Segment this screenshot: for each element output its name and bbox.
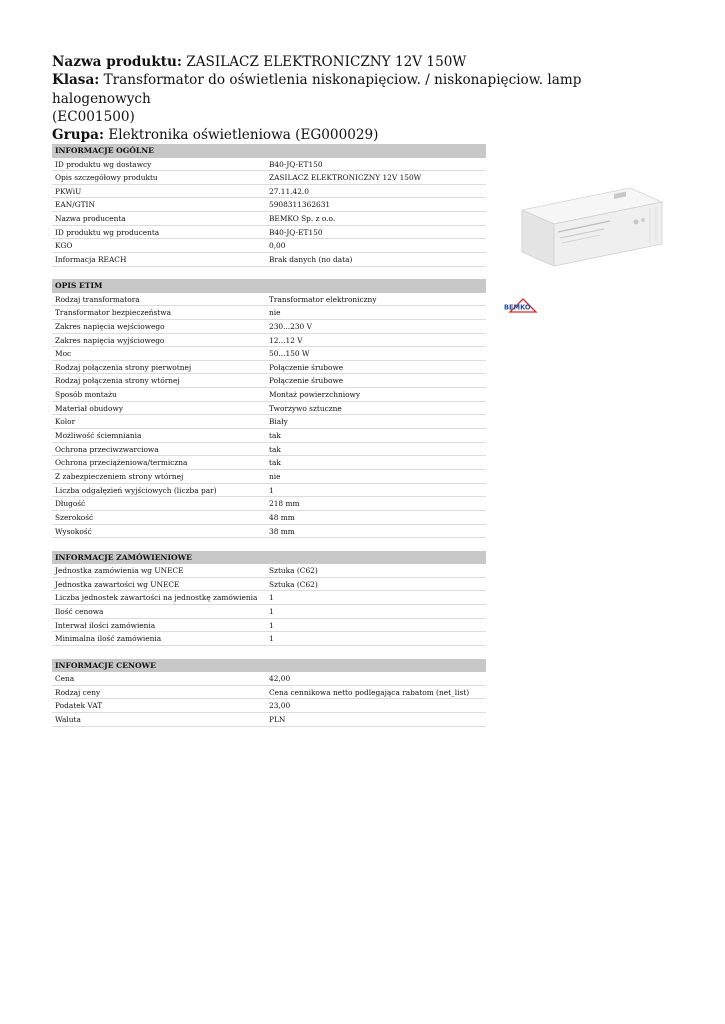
table-row: [52, 293, 486, 307]
section-title: INFORMACJE CENOWE: [52, 659, 486, 673]
table-row: [52, 239, 486, 253]
row-label: Rodzaj ceny: [55, 687, 101, 697]
section-title: INFORMACJE OGÓLNE: [52, 144, 486, 158]
table-row: [52, 158, 486, 172]
row-value: Cena cennikowa netto podlegająca rabatom (net_list): [269, 687, 470, 697]
row-label: Podatek VAT: [55, 701, 103, 711]
table-row: [52, 456, 486, 470]
table-row: [52, 484, 486, 498]
row-value: 218 mm: [269, 499, 300, 509]
row-label: EAN/GTIN: [55, 200, 95, 210]
row-value: ZASILACZ ELEKTRONICZNY 12V 150W: [269, 173, 422, 183]
row-label: Wysokość: [55, 526, 92, 536]
row-value: 1: [269, 607, 274, 617]
table-row: [52, 347, 486, 361]
row-label: ID produktu wg producenta: [55, 227, 160, 237]
row-value: tak: [269, 444, 281, 454]
row-label: Materiał obudowy: [55, 403, 123, 413]
row-label: Jednostka zawartości wg UNECE: [55, 579, 180, 589]
row-value: 23,00: [269, 701, 291, 711]
table-row: [52, 699, 486, 713]
row-label: Opis szczegółowy produktu: [55, 173, 158, 183]
table-row: [52, 415, 486, 429]
product-image: [500, 172, 670, 272]
table-row: [52, 470, 486, 484]
table-row: [52, 443, 486, 457]
table-row: [52, 713, 486, 727]
row-value: PLN: [269, 714, 286, 724]
spec-section: [52, 551, 486, 646]
row-label: Z zabezpieczeniem strony wtórnej: [55, 471, 184, 481]
table-row: [52, 402, 486, 416]
row-label: Długość: [55, 499, 86, 509]
product-group-value: Elektronika oświetleniowa (EG000029): [108, 127, 379, 144]
row-value: tak: [269, 458, 281, 468]
table-row: [52, 171, 486, 185]
row-label: Rodzaj połączenia strony wtórnej: [55, 376, 180, 386]
table-row: [52, 672, 486, 686]
row-value: Sztuka (C62): [269, 566, 318, 576]
table-row: [52, 320, 486, 334]
row-label: Kolor: [55, 417, 76, 427]
row-label: Minimalna ilość zamówienia: [55, 634, 162, 644]
product-class-code: (EC001500): [52, 108, 135, 125]
product-group-label: Grupa:: [52, 127, 104, 144]
spec-tables: [52, 144, 486, 739]
table-row: [52, 591, 486, 605]
row-label: Zakres napięcia wejściowego: [55, 321, 165, 331]
table-row: [52, 525, 486, 539]
table-row: [52, 632, 486, 646]
product-class-line: [52, 71, 682, 108]
row-label: Jednostka zamówienia wg UNECE: [55, 566, 184, 576]
row-value: Połączenie śrubowe: [269, 376, 344, 386]
spec-section: [52, 659, 486, 727]
row-label: Liczba jednostek zawartości na jednostkę zamówienia: [55, 593, 258, 603]
table-row: [52, 226, 486, 240]
section-title: OPIS ETIM: [52, 279, 486, 293]
row-value: 0,00: [269, 241, 286, 251]
row-label: PKWiU: [55, 186, 82, 196]
row-value: Tworzywo sztuczne: [269, 403, 342, 413]
row-value: BEMKO Sp. z o.o.: [269, 214, 336, 224]
table-row: [52, 511, 486, 525]
row-value: Połączenie śrubowe: [269, 362, 344, 372]
table-row: [52, 212, 486, 226]
row-value: Sztuka (C62): [269, 579, 318, 589]
row-label: Interwał ilości zamówienia: [55, 620, 156, 630]
row-label: Rodzaj transformatora: [55, 294, 140, 304]
row-value: 1: [269, 485, 274, 495]
row-value: 50...150 W: [269, 349, 310, 359]
table-row: [52, 564, 486, 578]
row-value: 27.11.42.0: [269, 186, 309, 196]
row-label: Rodzaj połączenia strony pierwotnej: [55, 362, 192, 372]
row-label: Cena: [55, 674, 75, 683]
row-value: B40-JQ-ET150: [269, 227, 323, 237]
bemko-logo-mark: [503, 298, 539, 314]
table-row: [52, 429, 486, 443]
row-value: nie: [269, 308, 281, 318]
table-row: [52, 605, 486, 619]
row-label: Zakres napięcia wyjściowego: [55, 335, 165, 345]
section-title: INFORMACJE ZAMÓWIENIOWE: [52, 551, 486, 565]
spec-section: [52, 144, 486, 267]
table-row: [52, 578, 486, 592]
row-value: 230...230 V: [269, 321, 312, 331]
row-value: 5908311362631: [269, 200, 331, 210]
svg-text:BEMKO: BEMKO: [504, 303, 531, 312]
table-row: [52, 686, 486, 700]
product-group-line: [52, 126, 682, 144]
row-label: Liczba odgałęzień wyjściowych (liczba par): [55, 485, 217, 495]
table-row: [52, 334, 486, 348]
row-label: Nazwa producenta: [55, 214, 126, 224]
table-row: [52, 198, 486, 212]
product-header: [52, 53, 682, 144]
row-value: Brak danych (no data): [269, 254, 353, 264]
product-name-line: [52, 53, 682, 71]
row-value: B40-JQ-ET150: [269, 159, 323, 169]
row-value: nie: [269, 471, 281, 481]
row-label: KGO: [55, 241, 73, 251]
table-row: [52, 374, 486, 388]
row-label: Ilość cenowa: [55, 607, 104, 617]
table-row: [52, 619, 486, 633]
row-label: Ochrona przeciwzwarciowa: [55, 444, 159, 454]
product-name-value: ZASILACZ ELEKTRONICZNY 12V 150W: [186, 54, 467, 70]
row-value: Transformator elektroniczny: [269, 294, 377, 304]
row-label: ID produktu wg dostawcy: [55, 159, 152, 169]
row-value: 12...12 V: [269, 335, 303, 345]
row-value: 38 mm: [269, 526, 295, 536]
row-value: Biały: [269, 417, 288, 427]
row-value: 48 mm: [269, 512, 295, 522]
table-row: [52, 253, 486, 267]
row-label: Możliwość ściemniania: [55, 431, 142, 441]
row-value: 1: [269, 634, 274, 644]
product-class-label: Klasa:: [52, 72, 100, 89]
row-label: Informacja REACH: [55, 254, 127, 264]
row-label: Szerokość: [55, 512, 94, 522]
product-class-value: Transformator do oświetlenia niskonapięciow. / niskonapięciow. lamp halogenowych: [52, 72, 582, 107]
table-row: [52, 306, 486, 320]
row-label: Sposób montażu: [55, 390, 117, 400]
row-value: tak: [269, 431, 281, 441]
row-value: 42,00: [269, 674, 291, 683]
row-label: Waluta: [55, 714, 81, 724]
row-value: 1: [269, 593, 274, 603]
product-name-label: Nazwa produktu:: [52, 54, 182, 70]
row-value: Montaż powierzchniowy: [269, 390, 361, 400]
row-label: Moc: [55, 349, 72, 359]
row-value: 1: [269, 620, 274, 630]
spec-section: [52, 279, 486, 538]
row-label: Transformator bezpieczeństwa: [55, 308, 171, 318]
table-row: [52, 388, 486, 402]
table-row: [52, 361, 486, 375]
bemko-logo: [503, 298, 539, 314]
table-row: [52, 497, 486, 511]
table-row: [52, 185, 486, 199]
row-label: Ochrona przeciążeniowa/termiczna: [55, 458, 188, 468]
